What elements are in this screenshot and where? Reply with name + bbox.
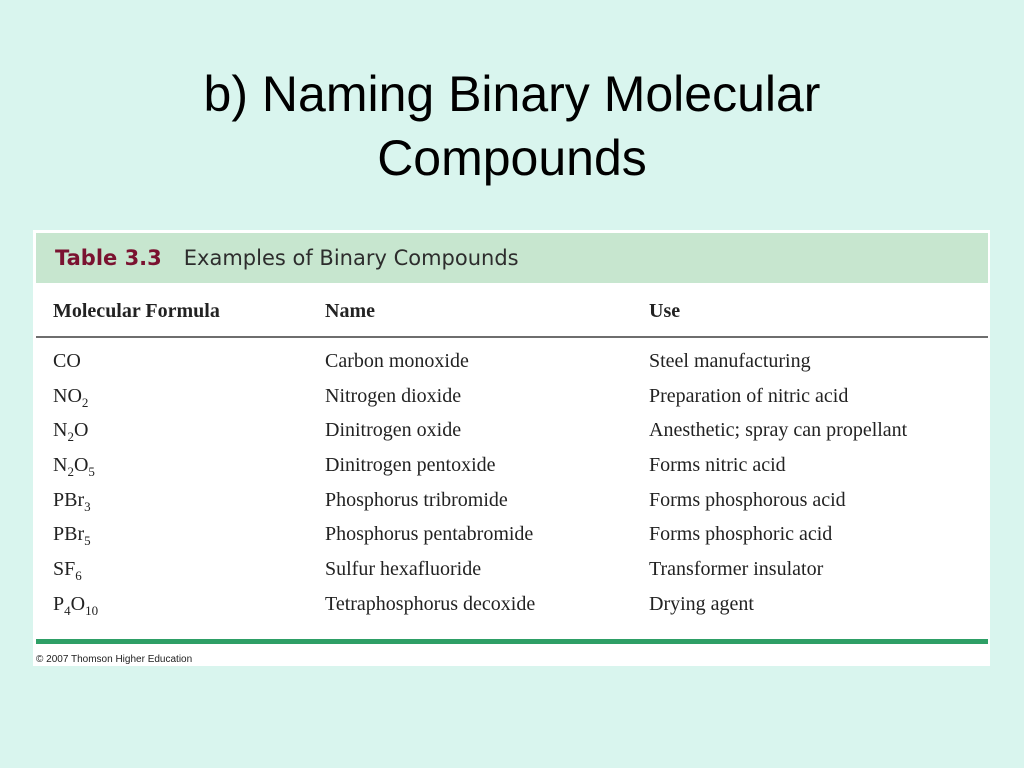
formula-cell xyxy=(53,489,91,512)
formula-subscript: 4 xyxy=(64,602,71,618)
formula-cell xyxy=(53,350,81,373)
formula-subscript: 10 xyxy=(85,602,99,618)
formula-cell xyxy=(53,593,98,616)
formula-element: P xyxy=(53,592,65,615)
table-row xyxy=(33,419,990,454)
use-cell: Preparation of nitric acid xyxy=(649,384,849,407)
name-cell: Tetraphosphorus decoxide xyxy=(325,592,536,615)
slide-title xyxy=(0,62,1024,190)
use-cell: Forms phosphorous acid xyxy=(649,488,846,511)
formula-subscript: 6 xyxy=(75,568,82,584)
formula-subscript: 5 xyxy=(88,464,95,480)
table-bottom-rule xyxy=(36,639,988,644)
formula-subscript: 2 xyxy=(81,394,89,410)
formula-element: SF xyxy=(53,558,76,581)
slide-title-line-2: Compounds xyxy=(377,130,647,186)
formula-subscript: 3 xyxy=(84,498,91,514)
name-cell: Phosphorus pentabromide xyxy=(325,523,534,546)
table-figure xyxy=(33,230,990,666)
formula-subscript: 5 xyxy=(84,533,91,549)
name-cell: Sulfur hexafluoride xyxy=(325,558,482,581)
use-cell: Forms nitric acid xyxy=(649,454,786,477)
use-cell: Forms phosphoric acid xyxy=(649,523,833,546)
table-row xyxy=(33,454,990,489)
use-cell: Steel manufacturing xyxy=(649,350,811,372)
formula-element: PBr xyxy=(53,523,85,546)
formula-cell xyxy=(53,385,88,408)
table-row xyxy=(33,350,990,385)
formula-element: O xyxy=(73,454,89,477)
name-cell: Dinitrogen pentoxide xyxy=(325,454,496,477)
header-divider xyxy=(36,336,988,338)
formula-element: O xyxy=(73,419,89,442)
use-cell: Drying agent xyxy=(649,592,754,615)
name-cell: Carbon monoxide xyxy=(325,350,469,372)
name-cell: Nitrogen dioxide xyxy=(325,384,462,407)
name-cell: Dinitrogen oxide xyxy=(325,419,462,442)
use-cell: Transformer insulator xyxy=(649,558,824,581)
formula-element: PBr xyxy=(53,488,85,511)
table-number: Table 3.3 xyxy=(55,246,162,270)
formula-element: N xyxy=(53,454,68,477)
formula-cell xyxy=(53,454,95,480)
formula-element: NO xyxy=(53,384,82,407)
table-row xyxy=(33,558,990,593)
table-row xyxy=(33,593,990,628)
table-caption xyxy=(36,233,988,283)
header-name: Name xyxy=(325,300,375,322)
table-row xyxy=(33,489,990,524)
table-row xyxy=(33,523,990,558)
formula-element: N xyxy=(53,419,68,442)
table-body xyxy=(33,350,990,628)
formula-cell xyxy=(53,523,91,549)
slide-title-line-1: b) Naming Binary Molecular xyxy=(203,66,821,122)
formula-element: CO xyxy=(53,350,81,372)
table-title: Examples of Binary Compounds xyxy=(183,246,519,270)
formula-subscript: 2 xyxy=(67,429,74,445)
formula-cell xyxy=(53,558,82,584)
use-cell: Anesthetic; spray can propellant xyxy=(649,419,908,442)
formula-element: O xyxy=(70,592,86,615)
name-cell: Phosphorus tribromide xyxy=(325,488,508,511)
formula-cell xyxy=(53,419,89,445)
copyright-credit: © 2007 Thomson Higher Education xyxy=(36,654,193,665)
formula-subscript: 2 xyxy=(67,464,74,480)
table-row xyxy=(33,385,990,420)
header-molecular-formula: Molecular Formula xyxy=(53,300,220,322)
header-use: Use xyxy=(649,300,681,322)
